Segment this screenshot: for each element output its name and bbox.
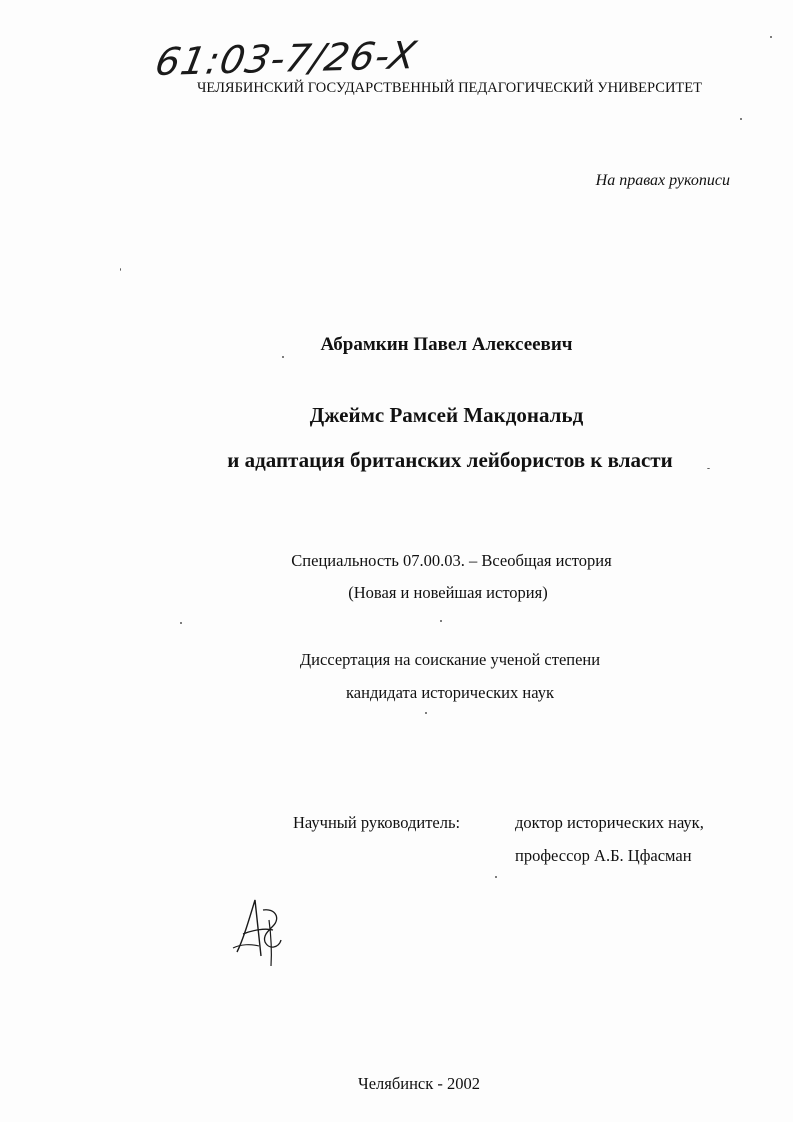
scan-speck [180,622,182,624]
degree-line-1: Диссертация на соискание ученой степени [299,650,601,669]
scan-speck [495,876,497,878]
scan-speck [120,268,121,271]
supervisor-name: профессор А.Б. Цфасман [515,846,692,865]
scan-speck [425,712,427,714]
handwritten-signature [225,890,295,970]
city-and-year: Челябинск - 2002 [357,1074,480,1093]
dissertation-title-line-2: и адаптация британских лейбористов к власти [227,448,673,472]
degree-line-2: кандидата исторических наук [346,683,554,702]
author-name: Абрамкин Павел Алексеевич [320,334,573,355]
scan-speck [707,468,710,469]
scan-speck [770,36,772,38]
scan-speck [740,118,742,120]
scan-speck [440,620,442,622]
university-name: ЧЕЛЯБИНСКИЙ ГОСУДАРСТВЕННЫЙ ПЕДАГОГИЧЕСКИЙ УНИВЕРСИТЕТ [197,80,702,96]
supervisor-degree: доктор исторических наук, [515,813,704,832]
supervisor-label: Научный руководитель: [293,813,461,832]
manuscript-rights-note: На правах рукописи [595,172,730,189]
scan-speck [282,356,284,358]
specialty-line-2: (Новая и новейшая история) [348,583,548,602]
specialty-line-1: Специальность 07.00.03. – Всеобщая история [291,551,612,570]
library-stamp-code: 61:03-7/26-X [151,33,421,84]
dissertation-title-line-1: Джеймс Рамсей Макдональд [309,403,584,427]
